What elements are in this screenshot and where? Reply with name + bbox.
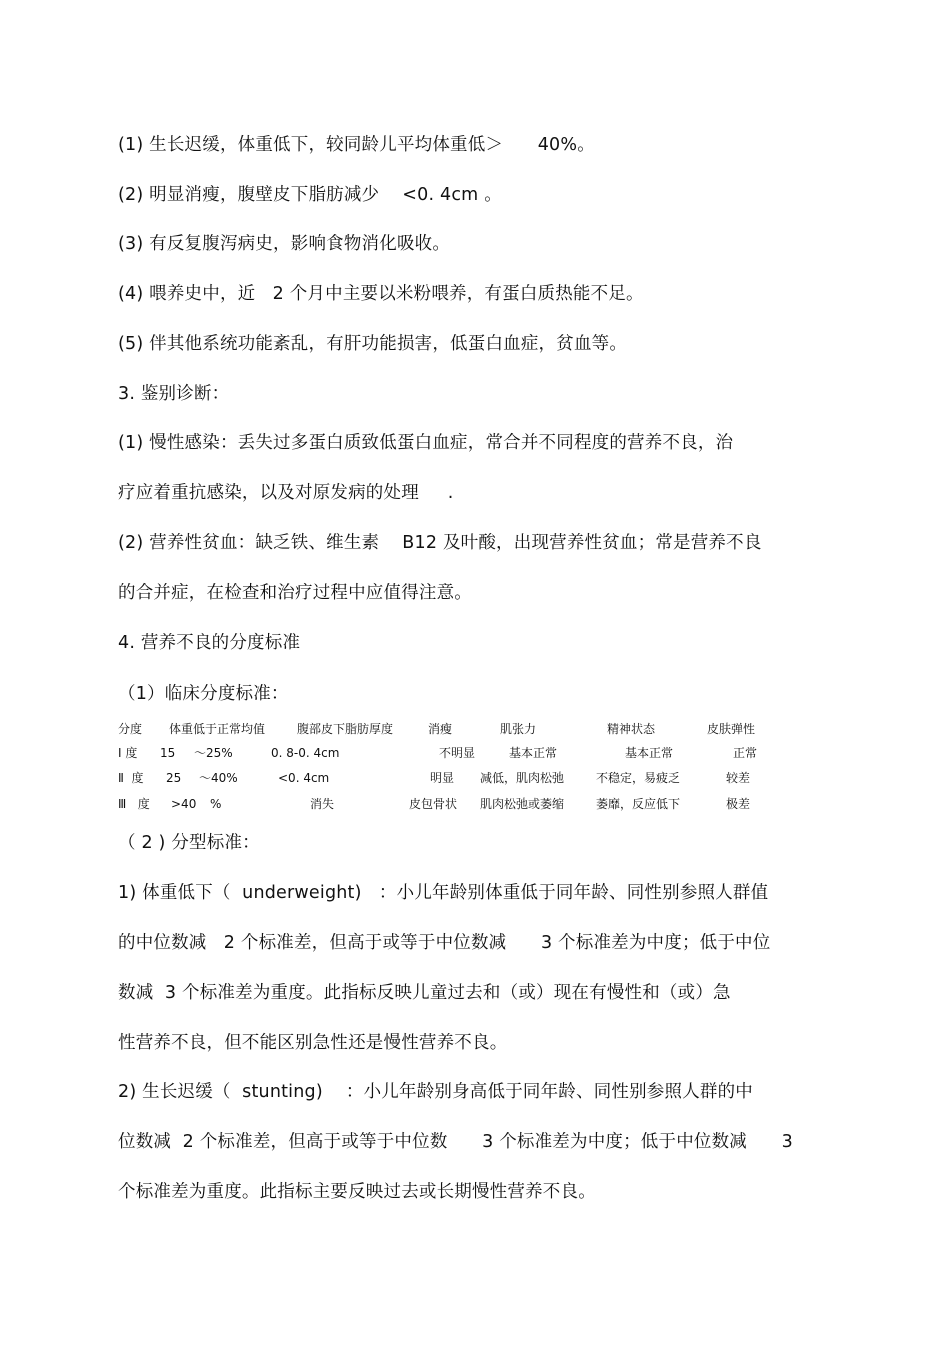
table-header-cell: 分度 [118,722,143,736]
table-header-cell: 皮肤弹性 [707,722,756,736]
table-cell: 不明显 [439,746,476,760]
text-line: 2) 生长迟缓（ stunting) ：小儿年龄别身高低于同年龄、同性别参照人群的中 [118,1082,754,1102]
text-line: (5) 伴其他系统功能紊乱，有肝功能损害，低蛋白血症，贫血等。 [118,334,628,354]
text-line: (1) 生长迟缓，体重低下，较同龄儿平均体重低＞ 40%。 [118,135,595,155]
text-line: 1) 体重低下（ underweight) ：小儿年龄别体重低于同年龄、同性别参照人群值 [118,883,769,903]
table-cell: 消失 [310,797,335,811]
table-header-cell: 精神状态 [607,722,656,736]
text-line: 个标准差为重度。此指标主要反映过去或长期慢性营养不良。 [118,1182,596,1202]
table-header-cell: 消瘦 [428,722,453,736]
table-cell: 肌肉松弛或萎缩 [480,797,565,811]
table-cell: >40 [171,797,197,811]
text-line: 疗应着重抗感染，以及对原发病的处理 . [118,483,454,503]
table-header-cell: 体重低于正常均值 [169,722,266,736]
text-line: 的合并症，在检查和治疗过程中应值得注意。 [118,583,472,603]
table-cell: Ⅲ 度 [118,797,150,811]
table-cell: Ⅱ 度 [118,771,144,785]
subsection-heading: （ 2 ) 分型标准： [118,833,260,853]
table-cell: 极差 [726,797,751,811]
text-line: 的中位数减 2 个标准差，但高于或等于中位数减 3 个标准差为中度；低于中位 [118,933,771,953]
text-line: 位数减 2 个标准差，但高于或等于中位数 3 个标准差为中度；低于中位数减 3 [118,1132,793,1152]
text-line: 数减 3 个标准差为重度。此指标反映儿童过去和（或）现在有慢性和（或）急 [118,983,731,1003]
table-cell: 萎靡，反应低下 [596,797,681,811]
table-cell: 正常 [733,746,758,760]
text-line: (1) 慢性感染：丢失过多蛋白质致低蛋白血症，常合并不同程度的营养不良，治 [118,433,734,453]
text-line: (2) 明显消瘦，腹壁皮下脂肪减少 <0. 4cm 。 [118,185,502,205]
table-cell: 基本正常 [509,746,558,760]
text-line: (2) 营养性贫血：缺乏铁、维生素 B12 及叶酸，出现营养性贫血；常是营养不良 [118,533,762,553]
table-header-cell: 腹部皮下脂肪厚度 [297,722,394,736]
table-cell: ～25% [194,746,233,760]
section-heading: 3. 鉴别诊断： [118,384,230,404]
text-line: 性营养不良，但不能区别急性还是慢性营养不良。 [118,1033,508,1053]
subsection-heading: （1）临床分度标准： [118,684,289,704]
text-line: (4) 喂养史中，近 2 个月中主要以米粉喂养，有蛋白质热能不足。 [118,284,644,304]
table-cell: Ⅰ 度 [118,746,138,760]
table-cell: 基本正常 [625,746,674,760]
table-cell: 不稳定，易疲乏 [596,771,681,785]
table-cell: 减低，肌肉松弛 [480,771,565,785]
table-cell: 15 [160,746,176,760]
table-cell: 0. 8-0. 4cm [271,746,340,760]
table-cell: 较差 [726,771,751,785]
table-cell: 皮包骨状 [409,797,458,811]
table-header-cell: 肌张力 [500,722,537,736]
text-line: (3) 有反复腹泻病史，影响食物消化吸收。 [118,234,451,254]
table-cell: <0. 4cm [278,771,330,785]
table-cell: % [210,797,222,811]
section-heading: 4. 营养不良的分度标准 [118,633,301,653]
table-cell: 明显 [430,771,455,785]
table-cell: 25 [166,771,182,785]
table-cell: ～40% [199,771,238,785]
